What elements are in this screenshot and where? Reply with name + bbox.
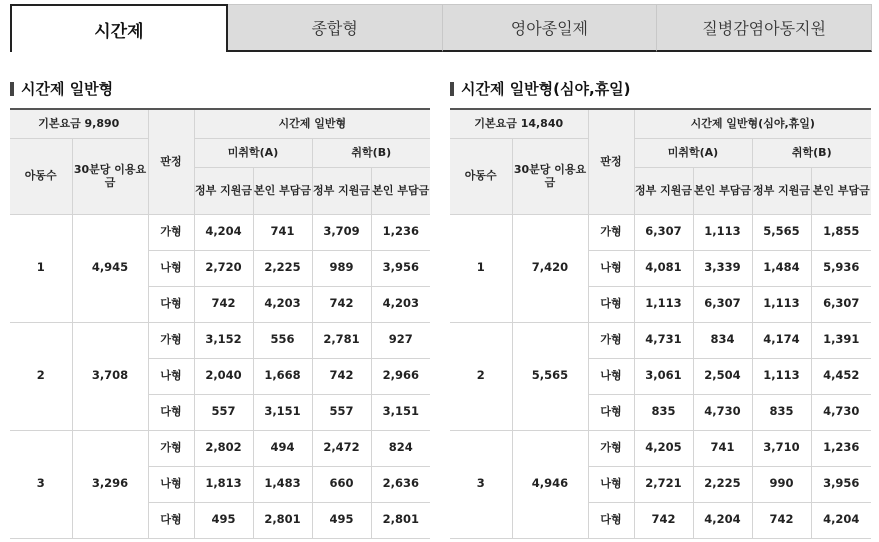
preschool-gov-cell: 3,152 <box>194 322 253 358</box>
school-gov-cell: 989 <box>312 250 371 286</box>
children-count-header: 아동수 <box>450 138 512 214</box>
school-gov-cell: 742 <box>752 502 811 538</box>
school-self-cell: 2,636 <box>371 466 430 502</box>
table-row <box>10 430 430 466</box>
school-header: 취학(B) <box>752 138 871 167</box>
grade-cell: 가형 <box>588 322 634 358</box>
fee-per-30min-cell: 7,420 <box>512 214 588 322</box>
gov-subsidy-header: 정부 지원금 <box>752 167 811 214</box>
preschool-gov-cell: 4,205 <box>634 430 693 466</box>
school-self-cell: 3,151 <box>371 394 430 430</box>
base-fee-label: 기본요금 9,890 <box>10 109 148 138</box>
section-title-text: 시간제 일반형(심야,휴일) <box>461 80 631 98</box>
grade-cell: 나형 <box>588 358 634 394</box>
fee-per-30min-header: 30분당 이용요금 <box>72 138 148 214</box>
table-row <box>450 322 871 358</box>
preschool-gov-cell: 557 <box>194 394 253 430</box>
grade-cell: 나형 <box>148 250 194 286</box>
school-self-cell: 6,307 <box>811 286 871 322</box>
preschool-self-cell: 556 <box>253 322 312 358</box>
preschool-self-cell: 3,151 <box>253 394 312 430</box>
preschool-gov-cell: 6,307 <box>634 214 693 250</box>
preschool-self-cell: 2,504 <box>693 358 752 394</box>
school-header: 취학(B) <box>312 138 430 167</box>
section-title-night-holiday <box>450 78 631 99</box>
section-title-regular <box>10 78 113 99</box>
grade-cell: 다형 <box>148 394 194 430</box>
grade-cell: 가형 <box>148 214 194 250</box>
preschool-gov-cell: 2,040 <box>194 358 253 394</box>
section-marker-icon <box>450 82 454 96</box>
preschool-gov-cell: 742 <box>194 286 253 322</box>
group-header: 시간제 일반형(심야,휴일) <box>634 109 871 138</box>
grade-cell: 다형 <box>148 286 194 322</box>
self-pay-header: 본인 부담금 <box>693 167 752 214</box>
preschool-gov-cell: 4,081 <box>634 250 693 286</box>
preschool-self-cell: 1,113 <box>693 214 752 250</box>
school-gov-cell: 3,710 <box>752 430 811 466</box>
preschool-header: 미취학(A) <box>634 138 752 167</box>
preschool-header: 미취학(A) <box>194 138 312 167</box>
preschool-self-cell: 2,225 <box>693 466 752 502</box>
self-pay-header: 본인 부담금 <box>253 167 312 214</box>
fee-table-regular <box>10 108 430 539</box>
school-self-cell: 2,966 <box>371 358 430 394</box>
school-self-cell: 1,236 <box>811 430 871 466</box>
preschool-gov-cell: 742 <box>634 502 693 538</box>
preschool-self-cell: 494 <box>253 430 312 466</box>
fee-per-30min-cell: 4,945 <box>72 214 148 322</box>
school-gov-cell: 2,781 <box>312 322 371 358</box>
preschool-gov-cell: 2,721 <box>634 466 693 502</box>
grade-cell: 가형 <box>148 322 194 358</box>
school-self-cell: 4,203 <box>371 286 430 322</box>
grade-cell: 다형 <box>148 502 194 538</box>
table-row <box>10 214 430 250</box>
school-self-cell: 4,204 <box>811 502 871 538</box>
tab-sick-child-support[interactable]: 질병감염아동지원 <box>657 4 872 52</box>
children-count-cell: 2 <box>10 322 72 430</box>
children-count-cell: 3 <box>450 430 512 538</box>
school-gov-cell: 835 <box>752 394 811 430</box>
school-gov-cell: 4,174 <box>752 322 811 358</box>
gov-subsidy-header: 정부 지원금 <box>194 167 253 214</box>
school-self-cell: 3,956 <box>811 466 871 502</box>
section-marker-icon <box>10 82 14 96</box>
preschool-gov-cell: 2,720 <box>194 250 253 286</box>
preschool-self-cell: 1,483 <box>253 466 312 502</box>
fee-per-30min-cell: 3,708 <box>72 322 148 430</box>
school-self-cell: 4,730 <box>811 394 871 430</box>
school-self-cell: 4,452 <box>811 358 871 394</box>
tab-bar <box>10 4 872 52</box>
preschool-self-cell: 2,225 <box>253 250 312 286</box>
fee-per-30min-cell: 3,296 <box>72 430 148 538</box>
grade-cell: 가형 <box>588 430 634 466</box>
gov-subsidy-header: 정부 지원금 <box>312 167 371 214</box>
preschool-gov-cell: 4,204 <box>194 214 253 250</box>
table-row <box>10 322 430 358</box>
preschool-gov-cell: 1,113 <box>634 286 693 322</box>
school-gov-cell: 2,472 <box>312 430 371 466</box>
preschool-gov-cell: 495 <box>194 502 253 538</box>
fee-per-30min-cell: 4,946 <box>512 430 588 538</box>
school-gov-cell: 1,113 <box>752 286 811 322</box>
children-count-cell: 3 <box>10 430 72 538</box>
group-header: 시간제 일반형 <box>194 109 430 138</box>
grade-cell: 나형 <box>588 466 634 502</box>
grade-cell: 가형 <box>588 214 634 250</box>
preschool-self-cell: 741 <box>253 214 312 250</box>
self-pay-header: 본인 부담금 <box>811 167 871 214</box>
preschool-self-cell: 834 <box>693 322 752 358</box>
preschool-self-cell: 3,339 <box>693 250 752 286</box>
grade-cell: 다형 <box>588 286 634 322</box>
table-row <box>450 214 871 250</box>
fee-table-night-holiday <box>450 108 871 539</box>
fee-per-30min-cell: 5,565 <box>512 322 588 430</box>
base-fee-label: 기본요금 14,840 <box>450 109 588 138</box>
fee-per-30min-header: 30분당 이용요금 <box>512 138 588 214</box>
school-gov-cell: 742 <box>312 286 371 322</box>
school-self-cell: 927 <box>371 322 430 358</box>
judgement-header: 판정 <box>588 109 634 214</box>
school-self-cell: 3,956 <box>371 250 430 286</box>
school-gov-cell: 1,484 <box>752 250 811 286</box>
preschool-self-cell: 4,203 <box>253 286 312 322</box>
preschool-gov-cell: 1,813 <box>194 466 253 502</box>
school-self-cell: 1,236 <box>371 214 430 250</box>
school-gov-cell: 5,565 <box>752 214 811 250</box>
preschool-self-cell: 2,801 <box>253 502 312 538</box>
preschool-self-cell: 741 <box>693 430 752 466</box>
grade-cell: 나형 <box>588 250 634 286</box>
preschool-self-cell: 4,730 <box>693 394 752 430</box>
school-gov-cell: 660 <box>312 466 371 502</box>
school-self-cell: 2,801 <box>371 502 430 538</box>
school-gov-cell: 495 <box>312 502 371 538</box>
preschool-gov-cell: 835 <box>634 394 693 430</box>
school-self-cell: 1,855 <box>811 214 871 250</box>
school-gov-cell: 742 <box>312 358 371 394</box>
grade-cell: 가형 <box>148 430 194 466</box>
preschool-gov-cell: 2,802 <box>194 430 253 466</box>
preschool-gov-cell: 3,061 <box>634 358 693 394</box>
preschool-self-cell: 4,204 <box>693 502 752 538</box>
school-self-cell: 1,391 <box>811 322 871 358</box>
tab-comprehensive[interactable]: 종합형 <box>228 4 443 52</box>
school-gov-cell: 3,709 <box>312 214 371 250</box>
grade-cell: 나형 <box>148 466 194 502</box>
children-count-header: 아동수 <box>10 138 72 214</box>
children-count-cell: 1 <box>10 214 72 322</box>
school-gov-cell: 990 <box>752 466 811 502</box>
school-gov-cell: 1,113 <box>752 358 811 394</box>
preschool-self-cell: 6,307 <box>693 286 752 322</box>
self-pay-header: 본인 부담금 <box>371 167 430 214</box>
tab-infant-fullday[interactable]: 영아종일제 <box>443 4 658 52</box>
preschool-gov-cell: 4,731 <box>634 322 693 358</box>
children-count-cell: 1 <box>450 214 512 322</box>
school-self-cell: 824 <box>371 430 430 466</box>
grade-cell: 나형 <box>148 358 194 394</box>
school-self-cell: 5,936 <box>811 250 871 286</box>
section-title-text: 시간제 일반형 <box>21 80 114 98</box>
tab-hourly[interactable]: 시간제 <box>10 4 228 52</box>
children-count-cell: 2 <box>450 322 512 430</box>
judgement-header: 판정 <box>148 109 194 214</box>
preschool-self-cell: 1,668 <box>253 358 312 394</box>
school-gov-cell: 557 <box>312 394 371 430</box>
table-row <box>450 430 871 466</box>
grade-cell: 다형 <box>588 502 634 538</box>
grade-cell: 다형 <box>588 394 634 430</box>
gov-subsidy-header: 정부 지원금 <box>634 167 693 214</box>
